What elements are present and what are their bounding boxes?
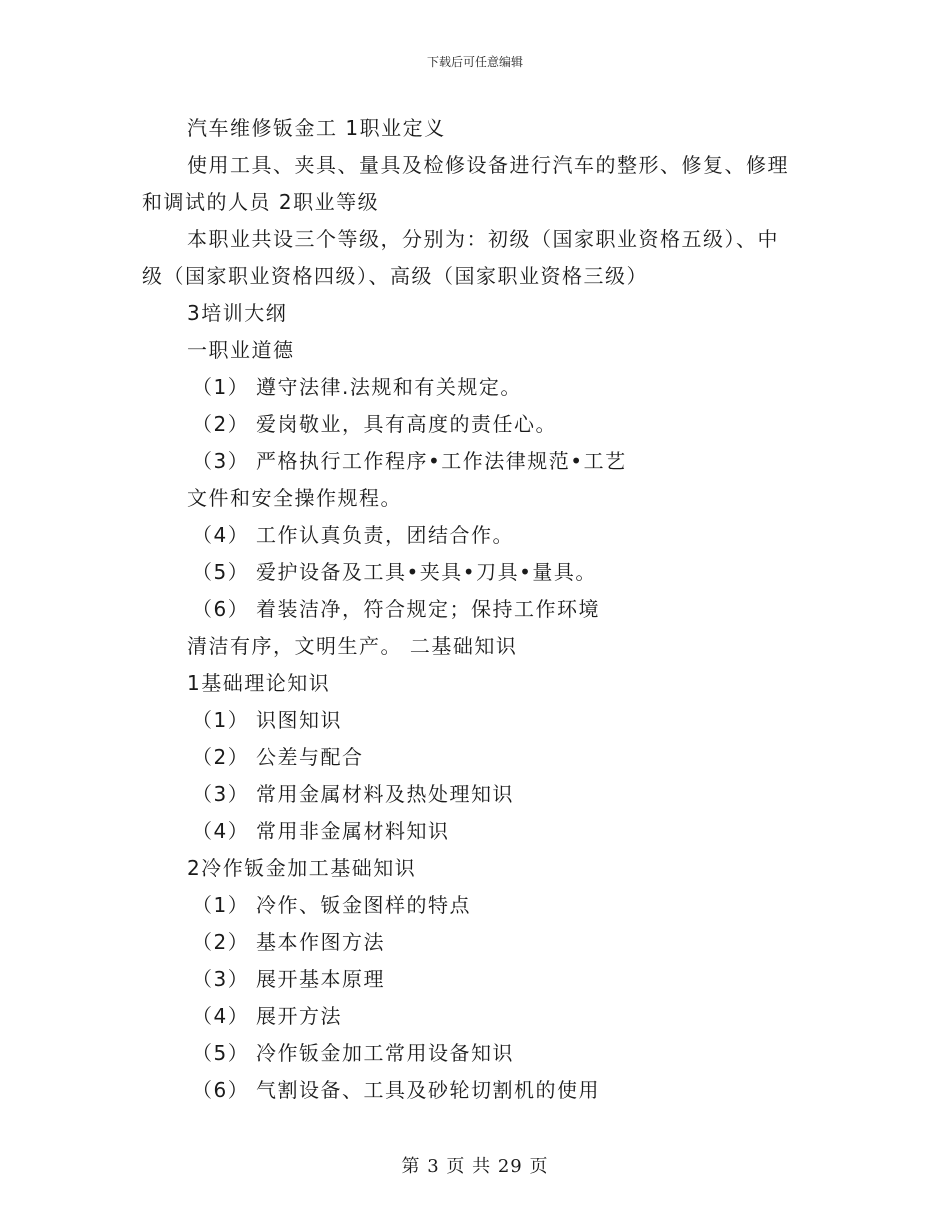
- list-item-text: 展开基本原理: [256, 967, 385, 991]
- list-item-text: 着装洁净，符合规定；保持工作环境: [256, 597, 600, 621]
- list-item: [142, 1035, 822, 1072]
- paragraph-line: 本职业共设三个等级，分别为：初级（国家职业资格五级）、中: [187, 227, 779, 251]
- list-item-text: 爱岗敬业，具有高度的责任心。: [256, 412, 557, 436]
- list-item-text: 常用金属材料及热处理知识: [256, 782, 514, 806]
- list-item: [142, 998, 822, 1035]
- list-item-text: 遵守法律.法规和有关规定。: [256, 375, 522, 399]
- list-item-text: 冷作、钣金图样的特点: [256, 893, 471, 917]
- list-item: [142, 1072, 822, 1109]
- paragraph-line: 清洁有序，文明生产。 二基础知识: [187, 634, 518, 658]
- paragraph-line: 一职业道德: [187, 338, 295, 362]
- list-item-text: 展开方法: [256, 1004, 342, 1028]
- list-item-number: （3）: [192, 449, 250, 473]
- list-item-text: 识图知识: [256, 708, 342, 732]
- list-item-number: （3）: [192, 782, 250, 806]
- list-item: [142, 554, 822, 591]
- paragraph-line: 3培训大纲: [187, 301, 288, 325]
- page-number: 第 3 页 共 29 页: [401, 1156, 549, 1177]
- list-item: [142, 406, 822, 443]
- paragraph-line: 级（国家职业资格四级）、高级（国家职业资格三级）: [142, 264, 648, 288]
- list-item-number: （1）: [192, 375, 250, 399]
- list-item-number: （5）: [192, 560, 250, 584]
- list-item: [142, 443, 822, 480]
- page-header: 下载后可任意编辑: [426, 55, 523, 69]
- list-item: [142, 924, 822, 961]
- list-item: [142, 813, 822, 850]
- list-item-number: （4）: [192, 523, 250, 547]
- list-item-number: （2）: [192, 745, 250, 769]
- paragraph-line: 文件和安全操作规程。: [187, 486, 402, 510]
- list-item-number: （4）: [192, 1004, 250, 1028]
- list-item-number: （4）: [192, 819, 250, 843]
- list-item-text: 基本作图方法: [256, 930, 385, 954]
- list-item: [142, 591, 822, 628]
- paragraph-line: 汽车维修钣金工 1职业定义: [187, 116, 446, 140]
- list-item: [142, 776, 822, 813]
- list-item-number: （2）: [192, 412, 250, 436]
- list-item-text: 公差与配合: [256, 745, 364, 769]
- paragraph-line: 2冷作钣金加工基础知识: [187, 856, 417, 880]
- list-item-text: 常用非金属材料知识: [256, 819, 450, 843]
- list-item-number: （6）: [192, 597, 250, 621]
- list-item: [142, 702, 822, 739]
- list-item: [142, 517, 822, 554]
- list-item-number: （3）: [192, 967, 250, 991]
- list-item-text: 严格执行工作程序•工作法律规范•工艺: [256, 449, 627, 473]
- paragraph-line: 使用工具、夹具、量具及检修设备进行汽车的整形、修复、修理: [187, 153, 789, 177]
- document-body: [142, 110, 822, 1109]
- paragraph-line: 和调试的人员 2职业等级: [142, 190, 380, 214]
- list-item-number: （1）: [192, 708, 250, 732]
- list-item-number: （6）: [192, 1078, 250, 1102]
- list-item-text: 冷作钣金加工常用设备知识: [256, 1041, 514, 1065]
- list-item-number: （2）: [192, 930, 250, 954]
- paragraph-line: 1基础理论知识: [187, 671, 331, 695]
- list-item-number: （1）: [192, 893, 250, 917]
- list-item: [142, 887, 822, 924]
- list-item-text: 气割设备、工具及砂轮切割机的使用: [256, 1078, 600, 1102]
- list-item-text: 工作认真负责，团结合作。: [256, 523, 514, 547]
- list-item: [142, 369, 822, 406]
- list-item: [142, 961, 822, 998]
- list-item-number: （5）: [192, 1041, 250, 1065]
- list-item-text: 爱护设备及工具•夹具•刀具•量具。: [256, 560, 597, 584]
- list-item: [142, 739, 822, 776]
